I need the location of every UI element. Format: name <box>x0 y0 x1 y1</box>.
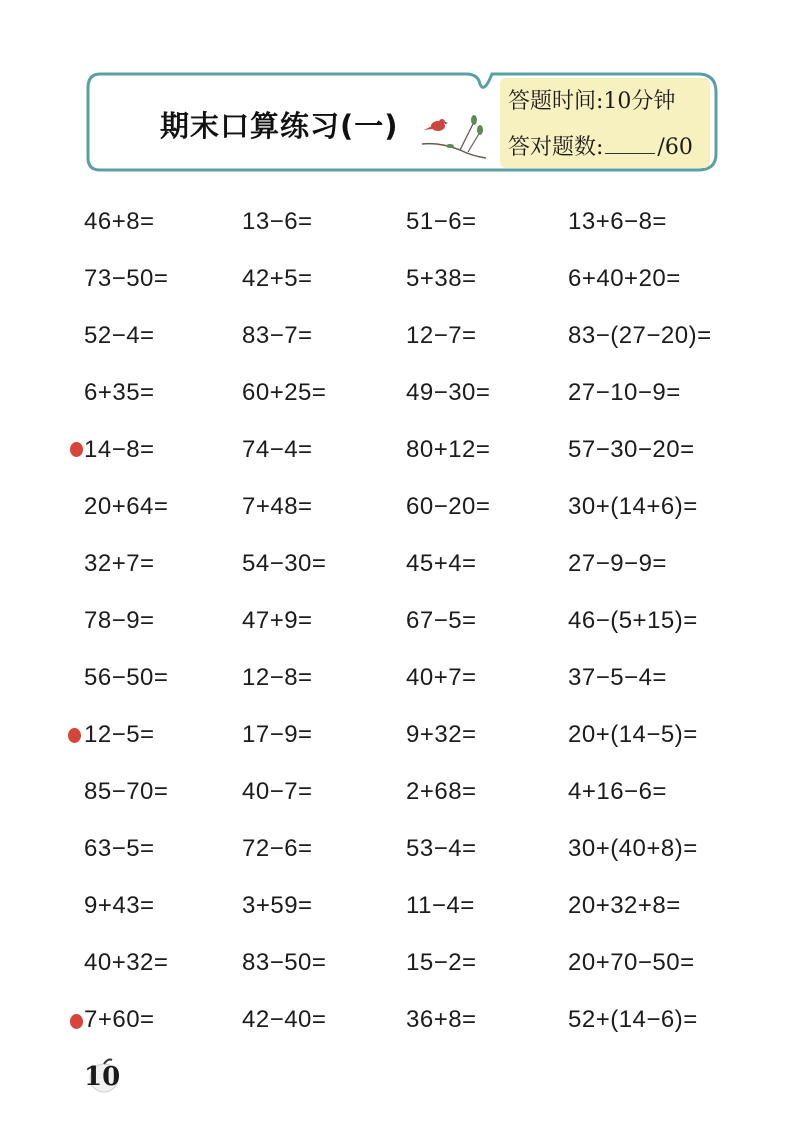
score-line <box>508 130 693 161</box>
red-dot-marker-icon <box>70 1014 83 1029</box>
problem-c3-r12: 53−4= <box>406 835 477 862</box>
problem-c4-r14: 20+70−50= <box>568 949 695 976</box>
problem-c2-r3: 83−7= <box>242 322 313 349</box>
page-title: 期末口算练习(一) <box>160 109 399 143</box>
problem-c3-r7: 45+4= <box>406 550 477 577</box>
problem-c4-r11: 4+16−6= <box>568 778 667 805</box>
problem-c2-r6: 7+48= <box>242 493 313 520</box>
problem-c2-r4: 60+25= <box>242 379 327 406</box>
problem-c3-r6: 60−20= <box>406 493 491 520</box>
problem-c2-r1: 13−6= <box>242 208 313 235</box>
problem-c4-r1: 13+6−8= <box>568 208 667 235</box>
problem-c1-r15: 7+60= <box>84 1006 155 1033</box>
problem-c2-r14: 83−50= <box>242 949 327 976</box>
problem-c1-r1: 46+8= <box>84 208 155 235</box>
problem-c2-r13: 3+59= <box>242 892 313 919</box>
problem-c1-r13: 9+43= <box>84 892 155 919</box>
problem-c3-r3: 12−7= <box>406 322 477 349</box>
page-number: 10 <box>84 1062 121 1092</box>
problem-c3-r15: 36+8= <box>406 1006 477 1033</box>
problem-c2-r12: 72−6= <box>242 835 313 862</box>
problem-c1-r6: 20+64= <box>84 493 169 520</box>
problem-c1-r7: 32+7= <box>84 550 155 577</box>
problem-c4-r8: 46−(5+15)= <box>568 607 698 634</box>
problem-c4-r9: 37−5−4= <box>568 664 667 691</box>
problem-c1-r3: 52−4= <box>84 322 155 349</box>
problem-c2-r5: 74−4= <box>242 436 313 463</box>
problem-c3-r13: 11−4= <box>406 892 475 919</box>
problem-c2-r8: 47+9= <box>242 607 313 634</box>
problem-c4-r12: 30+(40+8)= <box>568 835 698 862</box>
red-dot-marker-icon <box>70 442 83 457</box>
problem-c1-r9: 56−50= <box>84 664 169 691</box>
red-dot-marker-icon <box>68 728 81 743</box>
problem-c4-r3: 83−(27−20)= <box>568 322 712 349</box>
score-blank[interactable] <box>605 135 655 154</box>
problem-c4-r15: 52+(14−6)= <box>568 1006 698 1033</box>
problem-c4-r10: 20+(14−5)= <box>568 721 698 748</box>
problem-c3-r9: 40+7= <box>406 664 477 691</box>
problem-c2-r10: 17−9= <box>242 721 313 748</box>
problem-c1-r12: 63−5= <box>84 835 155 862</box>
problem-c1-r11: 85−70= <box>84 778 169 805</box>
problem-c2-r9: 12−8= <box>242 664 313 691</box>
time-limit-label: 答题时间:10分钟 <box>508 89 676 114</box>
problem-c4-r13: 20+32+8= <box>568 892 681 919</box>
problem-c3-r14: 15−2= <box>406 949 477 976</box>
problem-c4-r5: 57−30−20= <box>568 436 695 463</box>
score-label: 答对题数: <box>508 135 604 160</box>
problem-c1-r4: 6+35= <box>84 379 155 406</box>
problem-c3-r2: 5+38= <box>406 265 477 292</box>
problem-c3-r11: 2+68= <box>406 778 477 805</box>
problem-c1-r10: 12−5= <box>84 721 155 748</box>
problem-c2-r2: 42+5= <box>242 265 313 292</box>
problem-c4-r2: 6+40+20= <box>568 265 681 292</box>
score-total: /60 <box>657 135 693 160</box>
problem-c1-r2: 73−50= <box>84 265 169 292</box>
problem-c3-r1: 51−6= <box>406 208 477 235</box>
bird-on-branch-icon <box>420 112 490 172</box>
problem-c3-r4: 49−30= <box>406 379 491 406</box>
problem-c2-r11: 40−7= <box>242 778 313 805</box>
problem-c3-r5: 80+12= <box>406 436 491 463</box>
problem-c2-r15: 42−40= <box>242 1006 327 1033</box>
problem-c3-r8: 67−5= <box>406 607 477 634</box>
problem-c1-r14: 40+32= <box>84 949 169 976</box>
problem-c3-r10: 9+32= <box>406 721 477 748</box>
problem-c1-r5: 14−8= <box>84 436 155 463</box>
problem-c4-r4: 27−10−9= <box>568 379 681 406</box>
problem-c4-r6: 30+(14+6)= <box>568 493 698 520</box>
problem-c4-r7: 27−9−9= <box>568 550 667 577</box>
problem-c2-r7: 54−30= <box>242 550 327 577</box>
problem-c1-r8: 78−9= <box>84 607 155 634</box>
